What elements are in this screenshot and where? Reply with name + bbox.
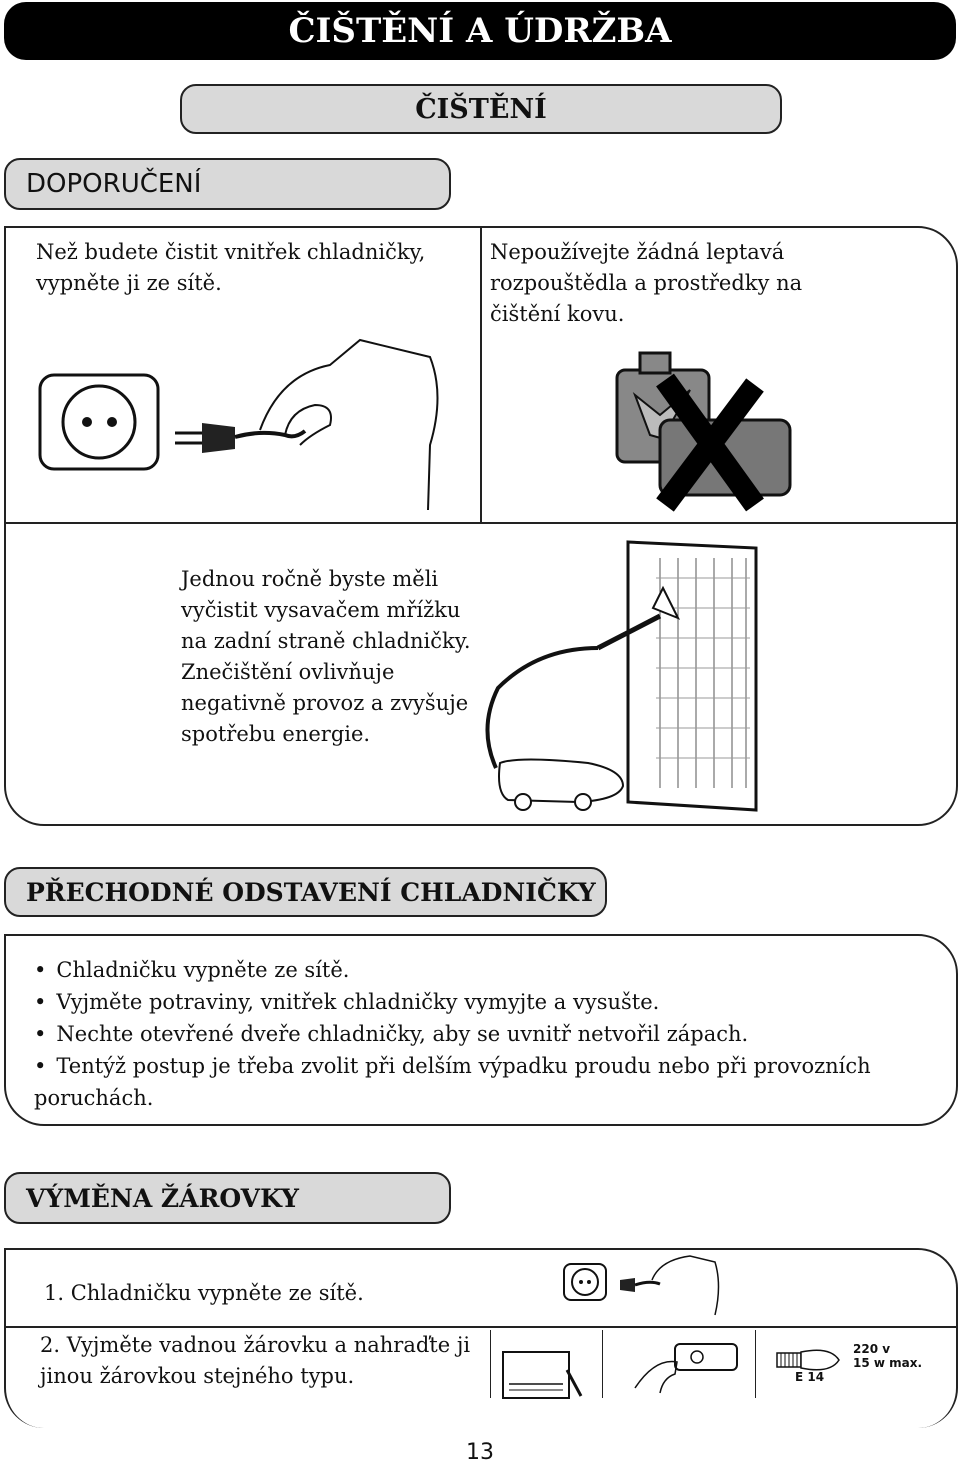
unplug-instruction: Než budete čistit vnitřek chladničky, vypněte ji ze sítě. xyxy=(36,240,426,295)
small-plug-illustration xyxy=(560,1250,730,1322)
list-item: • Vyjměte potraviny, vnitřek chladničky vymyjte a vysušte. xyxy=(34,986,944,1018)
recommendation-heading xyxy=(4,158,451,210)
page-title: ČIŠTĚNÍ A ÚDRŽBA xyxy=(4,2,956,60)
panel-divider-vertical xyxy=(480,228,482,524)
image-separator xyxy=(602,1330,603,1398)
bulb-removal-icon xyxy=(615,1338,745,1398)
shutdown-steps-list xyxy=(34,954,944,1114)
temporary-shutdown-heading xyxy=(4,867,607,917)
bulb-step-1: 1. Chladničku vypněte ze sítě. xyxy=(44,1281,364,1305)
bulb-replacement-heading xyxy=(4,1172,451,1224)
socket-plug-illustration xyxy=(30,335,460,515)
vacuum-fridge-illustration xyxy=(478,538,768,816)
bulb-type-label: E 14 xyxy=(795,1370,825,1384)
section-title-cleaning xyxy=(180,84,782,134)
bulb-step-2: 2. Vyjměte vadnou žárovku a nahraďte ji jinou žárovkou stejného typu. xyxy=(40,1333,471,1388)
page-number: 13 xyxy=(466,1440,494,1465)
no-solvents-instruction: Nepoužívejte žádná leptavá rozpouštědla a prostředky na čištění kovu. xyxy=(490,240,803,326)
temporary-shutdown-heading-text: PŘECHODNÉ ODSTAVENÍ CHLADNIČKY xyxy=(26,877,596,907)
step-divider xyxy=(6,1326,956,1328)
section-title-text: ČIŠTĚNÍ xyxy=(415,93,547,125)
image-separator xyxy=(490,1330,491,1398)
fridge-interior-icon xyxy=(495,1340,595,1400)
bulb-replacement-heading-text: VÝMĚNA ŽÁROVKY xyxy=(26,1183,299,1213)
no-chemicals-icon xyxy=(605,345,805,515)
image-separator xyxy=(755,1330,756,1398)
list-item: • Tentýž postup je třeba zvolit při delším výpadku proudu nebo při provozních poruchách. xyxy=(34,1050,944,1114)
bulb-voltage: 220 v xyxy=(853,1342,891,1356)
panel-divider-horizontal xyxy=(6,522,956,524)
vacuum-instruction: Jednou ročně byste měli vyčistit vysavačem mřížku na zadní straně chladničky. Znečištění ovlivňuje negativně provoz a zvyšuje spotřebu energie. xyxy=(181,567,471,746)
bulb-power: 15 w max. xyxy=(853,1356,923,1370)
bulb-rating-label xyxy=(853,1342,922,1370)
list-item: • Chladničku vypněte ze sítě. xyxy=(34,954,944,986)
list-item: • Nechte otevřené dveře chladničky, aby se uvnitř netvořil zápach. xyxy=(34,1018,944,1050)
recommendation-heading-text: DOPORUČENÍ xyxy=(26,169,202,199)
